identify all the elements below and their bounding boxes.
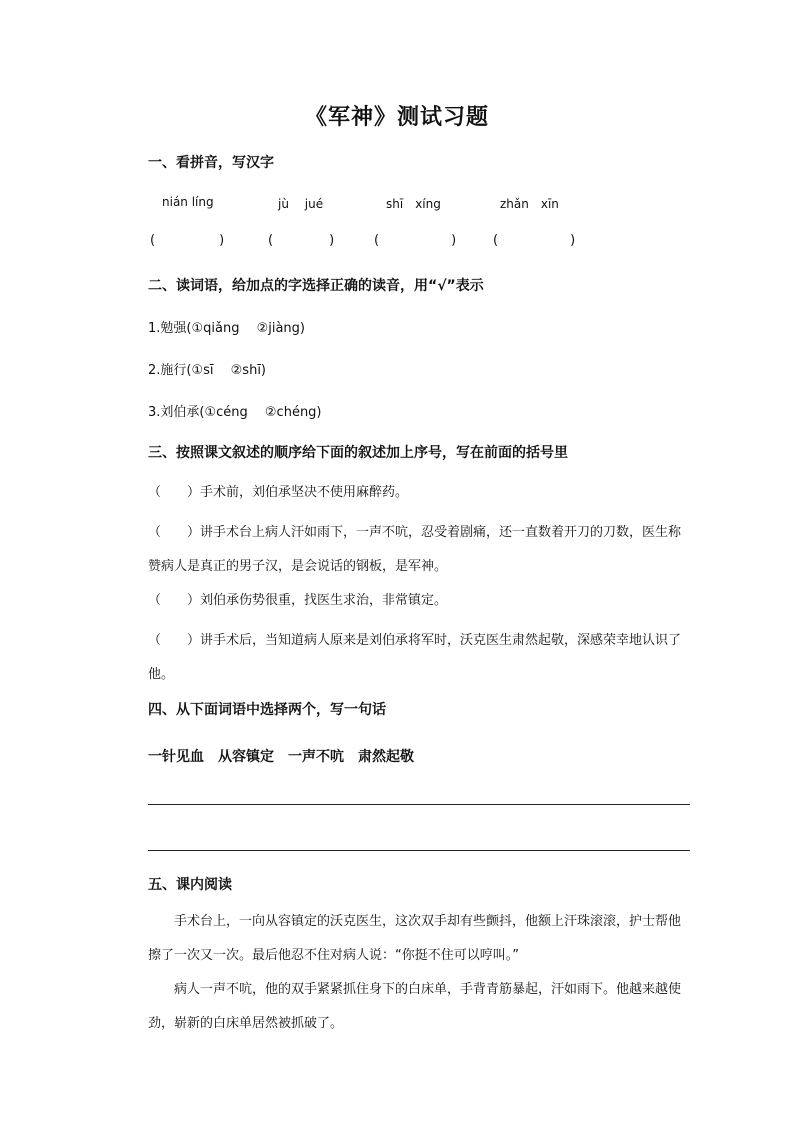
section-4-heading: 四、从下面词语中选择两个，写一句话 (148, 702, 386, 718)
pronunciation-item-1: 1.勉强(①qiǎng ②jiàng) (148, 321, 305, 336)
section-2-heading: 二、读词语，给加点的字选择正确的读音，用“√”表示 (148, 278, 484, 294)
reading-paragraph-2: 病人一声不吭，他的双手紧紧抓住身下的白床单，手背青筋暴起，汗如雨下。他越来越使劲，崭新的白床单居然被抓破了。 (148, 982, 682, 1031)
answer-blank-2[interactable]: ( ) (268, 233, 335, 248)
sequence-item-4: （ ）讲手术后，当知道病人原来是刘伯承将军时，沃克医生肃然起敬，深感荣幸地认识了他。 (148, 633, 682, 682)
pinyin-1: nián líng (162, 195, 214, 209)
writing-line-2[interactable] (148, 850, 690, 851)
pronunciation-item-3: 3.刘伯承(①céng ②chéng) (148, 405, 322, 420)
answer-blank-1[interactable]: ( ) (150, 233, 225, 248)
pinyin-4: zhǎn xīn (500, 197, 559, 211)
section-1-heading: 一、看拼音，写汉字 (148, 155, 274, 171)
pronunciation-item-2: 2.施行(①sī ②shī) (148, 363, 266, 378)
answer-blank-4[interactable]: ( ) (493, 233, 576, 248)
word-list: 一针见血 从容镇定 一声不吭 肃然起敬 (148, 749, 414, 765)
sequence-item-3: （ ）刘伯承伤势很重，找医生求治，非常镇定。 (148, 593, 448, 608)
section-3-heading: 三、按照课文叙述的顺序给下面的叙述加上序号，写在前面的括号里 (148, 445, 568, 461)
section-5-heading: 五、课内阅读 (148, 877, 232, 893)
reading-paragraph-1: 手术台上，一向从容镇定的沃克医生，这次双手却有些颤抖，他额上汗珠滚滚，护士帮他擦了一次又一次。最后他忍不住对病人说：“你挺不住可以哼叫。” (148, 914, 682, 963)
sequence-item-1: （ ）手术前，刘伯承坚决不使用麻醉药。 (148, 485, 409, 500)
writing-line-1[interactable] (148, 804, 690, 805)
pinyin-3: shī xíng (386, 197, 441, 211)
sequence-item-2: （ ）讲手术台上病人汗如雨下，一声不吭，忍受着剧痛，还一直数着开刀的刀数，医生称赞病人是真正的男子汉，是会说话的钢板，是军神。 (148, 525, 682, 574)
pinyin-2: jù jué (278, 197, 324, 211)
answer-blank-3[interactable]: ( ) (374, 233, 457, 248)
page-title: 《军神》测试习题 (304, 104, 489, 130)
